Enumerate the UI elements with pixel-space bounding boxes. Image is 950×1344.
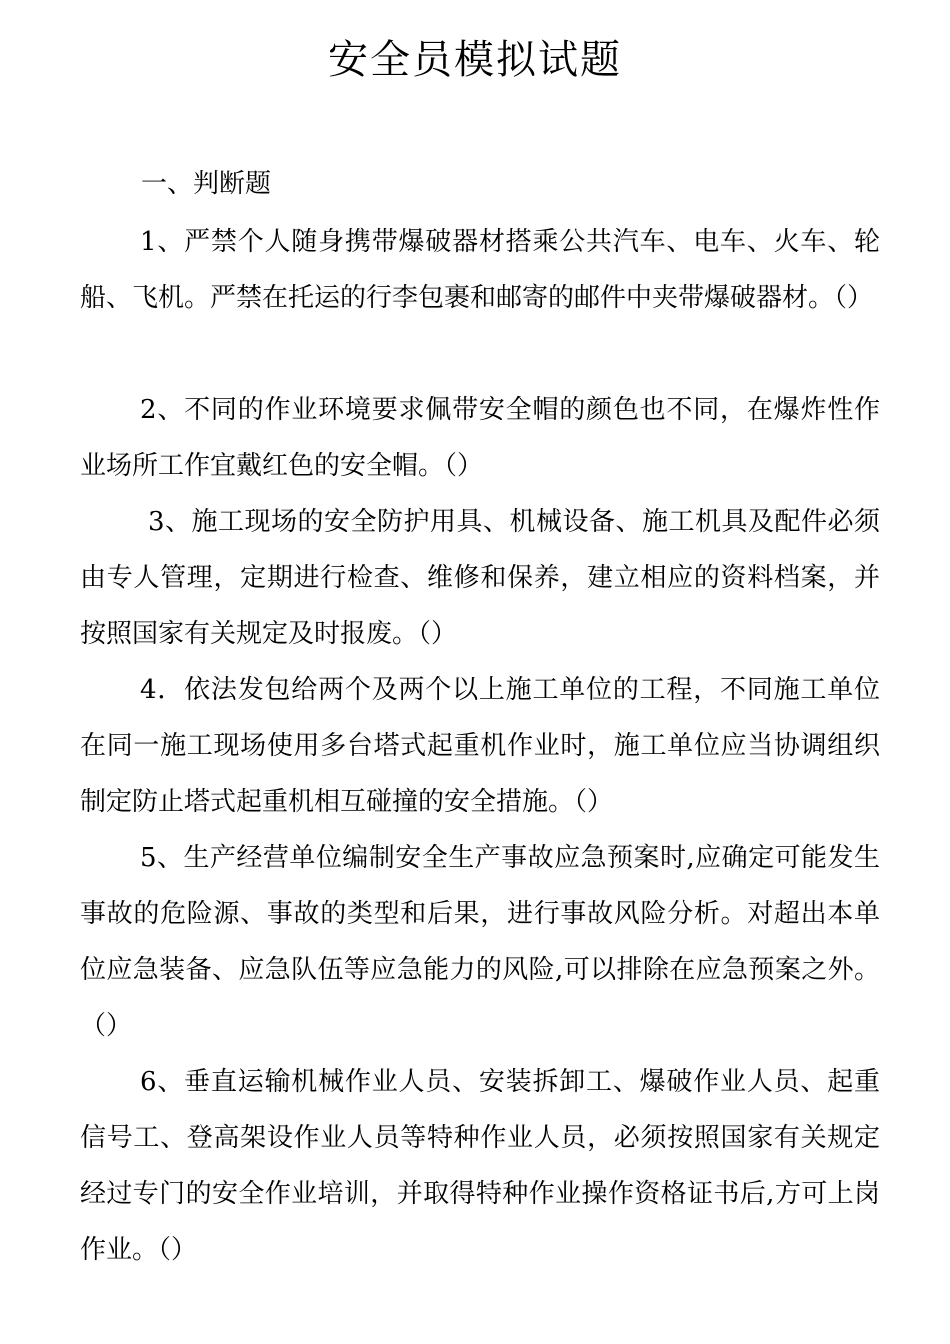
page-title: 安全员模拟试题: [328, 37, 622, 83]
question-item: 5、生产经营单位编制安全生产事故应急预案时,应确定可能发生事故的危险源、事故的类型和后果，进行事故风险分析。对超出本单位应急装备、应急队伍等应急能力的风险,可以排除在应急预案之外。（）: [80, 843, 880, 1041]
question-item: 2、不同的作业环境要求佩带安全帽的颜色也不同，在爆炸性作业场所工作宜戴红色的安全帽。（）: [80, 395, 880, 481]
question-item: 4．依法发包给两个及两个以上施工单位的工程，不同施工单位在同一施工现场使用多台塔式起重机作业时，施工单位应当协调组织制定防止塔式起重机相互碰撞的安全措施。（）: [80, 675, 880, 817]
question-item: 3、施工现场的安全防护用具、机械设备、施工机具及配件必须由专人管理，定期进行检查、维修和保养，建立相应的资料档案，并按照国家有关规定及时报废。（）: [80, 507, 880, 649]
question-item: 1、严禁个人随身携带爆破器材搭乘公共汽车、电车、火车、轮船、飞机。严禁在托运的行李包裹和邮寄的邮件中夹带爆破器材。（）: [80, 227, 880, 313]
section-heading: 一、判断题: [141, 169, 272, 199]
question-item: 6、垂直运输机械作业人员、安装拆卸工、爆破作业人员、起重信号工、登高架设作业人员等特种作业人员，必须按照国家有关规定经过专门的安全作业培训，并取得特种作业操作资格证书后,方可上岗作业。（）: [80, 1067, 880, 1265]
